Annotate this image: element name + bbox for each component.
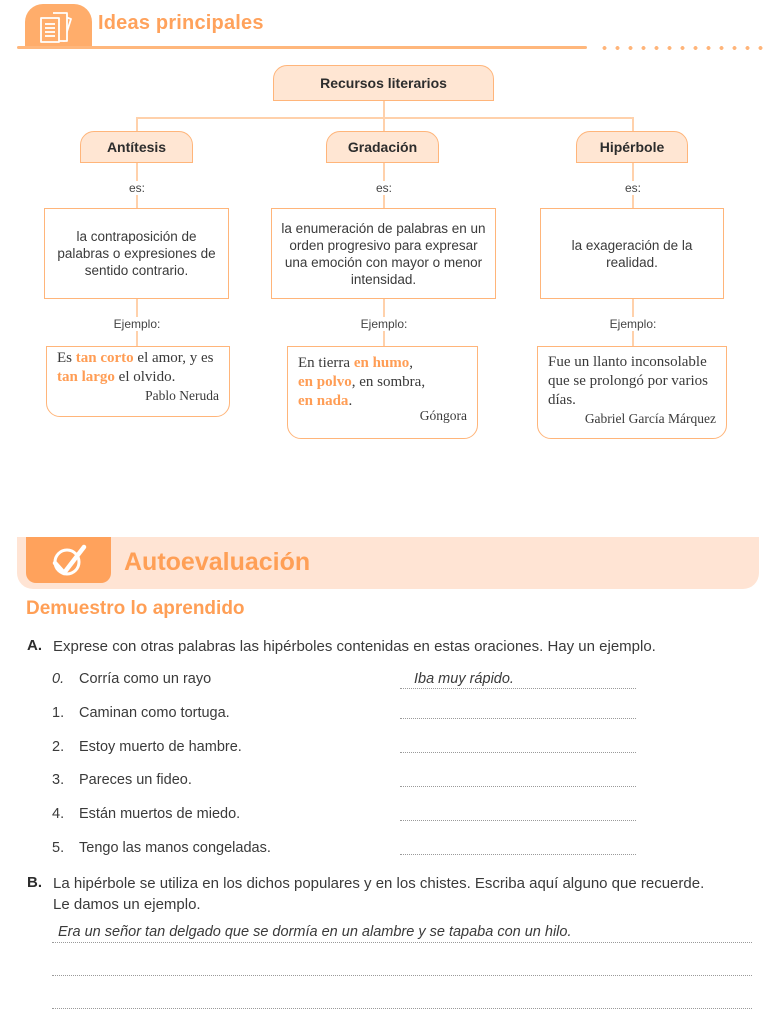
- definition-gradacion: la enumeración de palabras en un orden progresivo para expresar una emoción con mayor o menor intensidad.: [271, 208, 496, 299]
- example-quote: [298, 354, 467, 411]
- quote-highlight: en nada: [298, 393, 349, 409]
- item-number: 2.: [52, 739, 65, 755]
- self-eval-tab: [26, 537, 111, 583]
- quote-text: el amor, y es: [133, 350, 214, 366]
- answer-field[interactable]: [400, 701, 636, 719]
- example-gradacion: [287, 346, 478, 439]
- example-author: Gabriel García Márquez: [584, 411, 716, 426]
- ejemplo-label: Ejemplo:: [111, 317, 164, 331]
- definition-antitesis: la contraposición de palabras o expresiones de sentido contrario.: [44, 208, 229, 299]
- example-quote: [57, 349, 219, 387]
- item-number: 3.: [52, 772, 65, 788]
- es-label: es:: [373, 181, 395, 195]
- question-b-letter: B.: [27, 874, 42, 891]
- quote-text: .: [348, 393, 353, 409]
- answer-field[interactable]: Iba muy rápido.: [400, 671, 636, 689]
- quote-highlight: tan corto: [75, 350, 134, 366]
- connector-root-down: [383, 100, 385, 118]
- branch-node-antitesis: Antítesis: [80, 131, 193, 163]
- answer-line-b[interactable]: [52, 957, 752, 976]
- checkmark-circle-icon: [46, 543, 92, 579]
- question-a-prompt: Exprese con otras palabras las hipérboles contenidas en estas oraciones. Hay un ejemplo.: [53, 638, 656, 655]
- branch-node-hiperbole: Hipérbole: [576, 131, 688, 163]
- item-number: 0.: [52, 671, 65, 687]
- example-antitesis: [46, 346, 230, 417]
- answer-line-b[interactable]: [52, 990, 752, 1009]
- ejemplo-label: Ejemplo:: [607, 317, 660, 331]
- self-eval-title: Autoevaluación: [124, 548, 311, 576]
- quote-text: Es: [57, 350, 76, 366]
- item-number: 4.: [52, 806, 65, 822]
- example-hiperbole: [537, 346, 727, 439]
- branch-node-gradacion: Gradación: [326, 131, 439, 163]
- quote-highlight: en polvo: [298, 374, 352, 390]
- example-author: Góngora: [419, 408, 467, 423]
- item-text: Corría como un rayo: [79, 671, 212, 687]
- quote-text: el olvido.: [114, 369, 176, 385]
- quote-text: En tierra: [298, 355, 354, 371]
- definition-hiperbole: la exageración de la realidad.: [540, 208, 724, 299]
- es-label: es:: [622, 181, 644, 195]
- example-author: Pablo Neruda: [145, 388, 219, 403]
- quote-text: , en sombra,: [351, 374, 426, 390]
- item-text: Tengo las manos congeladas.: [79, 840, 271, 856]
- question-a-letter: A.: [27, 637, 42, 654]
- root-node: Recursos literarios: [273, 65, 494, 101]
- documents-icon: [37, 10, 81, 46]
- example-quote: Fue un llanto inconsolable que se prolongó por varios días.: [548, 354, 708, 408]
- question-b-prompt-line1: La hipérbole se utiliza en los dichos populares y en los chistes. Escriba aquí alguno que recuerde.: [53, 875, 705, 892]
- header-divider: [17, 46, 587, 49]
- es-label: es:: [126, 181, 148, 195]
- answer-line-b[interactable]: Era un señor tan delgado que se dormía en un alambre y se tapaba con un hilo.: [52, 924, 752, 943]
- quote-highlight: en humo: [353, 355, 410, 371]
- ejemplo-label: Ejemplo:: [358, 317, 411, 331]
- item-text: Pareces un fideo.: [79, 772, 192, 788]
- answer-field[interactable]: [400, 837, 636, 855]
- answer-field[interactable]: [400, 803, 636, 821]
- item-text: Están muertos de miedo.: [79, 806, 241, 822]
- item-number: 5.: [52, 840, 65, 856]
- self-eval-subtitle: Demuestro lo aprendido: [26, 598, 245, 619]
- answer-field[interactable]: [400, 735, 636, 753]
- quote-highlight: tan largo: [57, 369, 115, 385]
- answer-field[interactable]: [400, 769, 636, 787]
- item-number: 1.: [52, 705, 65, 721]
- header-dotted-divider: [598, 46, 768, 50]
- quote-text: ,: [409, 355, 413, 371]
- question-b-prompt-line2: Le damos un ejemplo.: [53, 896, 201, 913]
- connector-horizontal: [136, 117, 633, 119]
- section-title-ideas: Ideas principales: [98, 12, 264, 34]
- ideas-tab: [25, 4, 92, 48]
- item-text: Caminan como tortuga.: [79, 705, 230, 721]
- item-text: Estoy muerto de hambre.: [79, 739, 242, 755]
